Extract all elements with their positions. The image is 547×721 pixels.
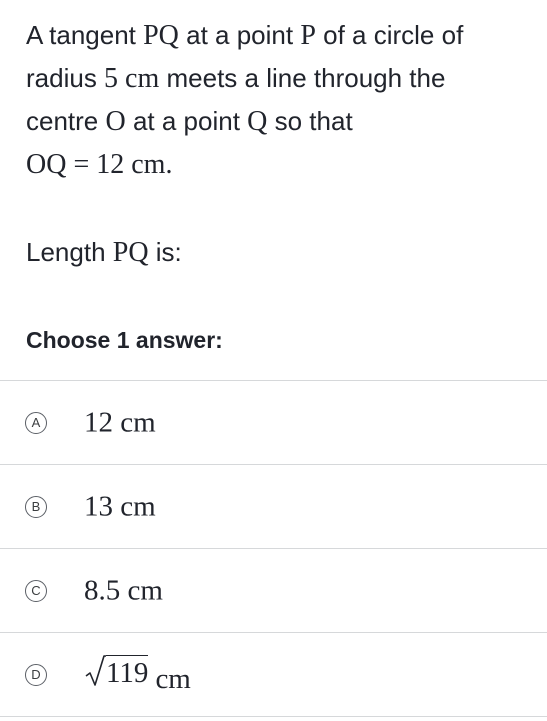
answer-choices-list	[0, 380, 547, 717]
question-text-segment: at a point	[178, 20, 301, 50]
choice-a-text: 12 cm	[84, 406, 156, 438]
question-text-segment: of a circle of	[315, 20, 464, 50]
question-text-segment: radius	[26, 63, 105, 93]
prompt-text-segment: Length	[26, 237, 113, 267]
radical-sign-icon	[84, 654, 106, 688]
math-segment-OQ: OQ = 12 cm.	[26, 149, 173, 180]
choice-c[interactable]	[0, 549, 547, 633]
choice-d-unit: cm	[155, 662, 191, 695]
question-text-segment: so that	[267, 106, 353, 136]
math-segment-PQ: PQ	[143, 20, 179, 51]
question-text-segment: centre	[26, 106, 106, 136]
question-text-segment: at a point	[125, 106, 248, 136]
question-line-2	[26, 57, 531, 100]
question-prompt	[26, 231, 182, 274]
choice-d[interactable]	[0, 633, 547, 717]
question-text-segment: A tangent	[26, 20, 144, 50]
square-root-expression	[84, 654, 148, 688]
question-line-1	[26, 14, 531, 57]
math-segment-radius: 5 cm	[104, 63, 160, 94]
choice-b-text: 13 cm	[84, 490, 156, 522]
question-line-3	[26, 100, 531, 143]
choice-letter-badge: B	[25, 496, 47, 518]
choice-c-text: 8.5 cm	[84, 574, 163, 606]
question-text-segment: meets a line through the	[159, 63, 446, 93]
math-segment-P: P	[300, 20, 316, 51]
math-segment-PQ: PQ	[112, 237, 149, 268]
choose-answer-label: Choose 1 answer:	[26, 327, 223, 353]
choice-letter-badge: D	[25, 664, 47, 686]
question-line-4	[26, 143, 531, 186]
math-segment-O: O	[105, 106, 126, 137]
question-text	[26, 14, 531, 186]
choice-a[interactable]	[0, 381, 547, 465]
prompt-text-segment: is:	[148, 237, 182, 267]
choice-b[interactable]	[0, 465, 547, 549]
choice-letter-badge: A	[25, 412, 47, 434]
radicand-value: 119	[106, 656, 149, 689]
choice-d-text	[84, 654, 191, 696]
math-segment-Q: Q	[247, 106, 268, 137]
choice-letter-badge: C	[25, 580, 47, 602]
